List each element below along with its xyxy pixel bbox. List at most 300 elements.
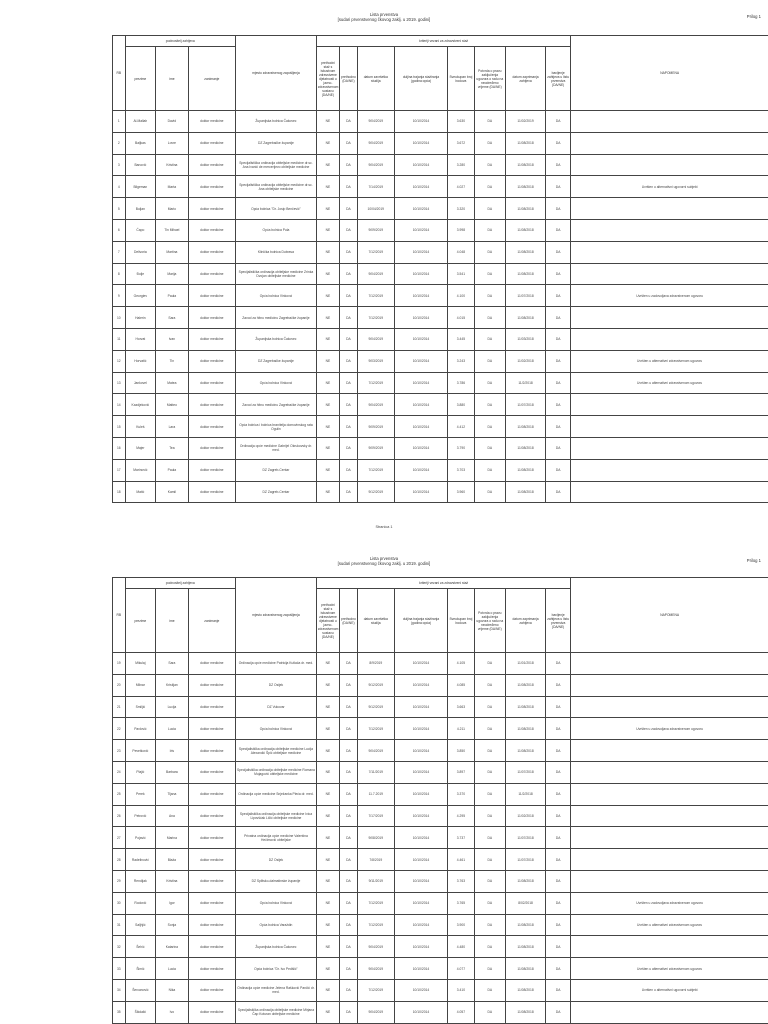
cell-c8: DA: [546, 805, 571, 827]
cell-c2: DA: [340, 394, 358, 416]
page-label: Prilog 1: [746, 14, 761, 19]
cell-zanimanje: doktor medicine: [188, 805, 235, 827]
cell-mjesto: Klinička bolnica Dubrava: [235, 241, 316, 263]
cell-c7: 11/08/2018: [506, 936, 546, 958]
cell-zanimanje: doktor medicine: [188, 958, 235, 980]
cell-c5: 3.765: [448, 892, 474, 914]
cell-zanimanje: doktor medicine: [188, 783, 235, 805]
cell-c6: DA: [474, 437, 506, 459]
cell-rb: 3: [113, 154, 126, 176]
cell-napomena: [571, 936, 768, 958]
cell-c3: 9/09/2019: [357, 416, 394, 438]
cell-c1: NE: [316, 740, 339, 762]
cell-c5: 3.672: [448, 132, 474, 154]
cell-c6: DA: [474, 198, 506, 220]
cell-prezime: Saljhjić: [125, 914, 155, 936]
cell-mjesto: Županijska bolnica Čakovec: [235, 111, 316, 133]
cell-c3: 7/17/2019: [357, 805, 394, 827]
cell-c3: 10/04/2019: [357, 198, 394, 220]
cell-zanimanje: doktor medicine: [188, 437, 235, 459]
header-zanimanje: zanimanje: [188, 47, 235, 111]
cell-zanimanje: doktor medicine: [188, 416, 235, 438]
cell-c7: 11/08/2018: [506, 870, 546, 892]
cell-c5: 4.015: [448, 307, 474, 329]
cell-zanimanje: doktor medicine: [188, 350, 235, 372]
cell-c4: 10/10/2014: [394, 307, 448, 329]
cell-c8: DA: [546, 718, 571, 740]
title-line: Lista prvenstva: [369, 556, 399, 561]
cell-prezime: Šehić: [125, 936, 155, 958]
cell-c4: 10/10/2014: [394, 481, 448, 503]
cell-zanimanje: doktor medicine: [188, 936, 235, 958]
cell-c4: 10/10/2014: [394, 154, 448, 176]
header-zanimanje: zanimanje: [188, 589, 235, 653]
cell-c7: 11/03/2018: [506, 328, 546, 350]
cell-c7: 11/08/2018: [506, 437, 546, 459]
cell-c1: NE: [316, 328, 339, 350]
cell-zanimanje: doktor medicine: [188, 111, 235, 133]
cell-c1: NE: [316, 307, 339, 329]
table-row: [113, 936, 768, 958]
cell-rb: 17: [113, 459, 126, 481]
cell-c3: 9/09/2019: [357, 219, 394, 241]
page-label: Prilog 1: [746, 558, 761, 563]
cell-prezime: Plajić: [125, 761, 155, 783]
cell-c8: DA: [546, 1001, 571, 1023]
table-row: [113, 979, 768, 1001]
cell-zanimanje: doktor medicine: [188, 914, 235, 936]
cell-ime: Lara: [156, 416, 189, 438]
cell-c3: 9/12/2019: [357, 674, 394, 696]
cell-mjesto: Opća bolnica Vinkovci: [235, 372, 316, 394]
cell-c6: DA: [474, 914, 506, 936]
cell-ime: Lucija: [156, 696, 189, 718]
cell-napomena: [571, 674, 768, 696]
cell-c6: DA: [474, 372, 506, 394]
cell-c7: 11/08/2018: [506, 241, 546, 263]
cell-ime: Ana: [156, 805, 189, 827]
cell-c3: 9/04/2019: [357, 936, 394, 958]
cell-c3: 7/11/2019: [357, 761, 394, 783]
cell-c7: 11/07/2018: [506, 761, 546, 783]
cell-c2: DA: [340, 219, 358, 241]
cell-mjesto: Specijalistička ordinacija obiteljske medicine dr.sc. Ana Ivanić de mercerijevo obiteljske medicine: [235, 154, 316, 176]
cell-rb: 13: [113, 372, 126, 394]
cell-c4: 10/10/2014: [394, 350, 448, 372]
cell-c3: 7/12/2019: [357, 459, 394, 481]
cell-c1: NE: [316, 285, 339, 307]
cell-c1: NE: [316, 761, 339, 783]
cell-c3: 9/04/2019: [357, 154, 394, 176]
cell-mjesto: Zavod za hitnu medicinu Zagrebačke županije: [235, 307, 316, 329]
cell-c7: 8/02/2018: [506, 892, 546, 914]
cell-c3: 9/04/2019: [357, 1001, 394, 1023]
cell-c8: DA: [546, 761, 571, 783]
cell-prezime: Delivoria: [125, 241, 155, 263]
header-mjesto: mjesto zdravstvenog zapošljenja: [235, 578, 316, 653]
cell-c4: 10/10/2014: [394, 328, 448, 350]
cell-c4: 10/10/2014: [394, 914, 448, 936]
cell-c8: DA: [546, 653, 571, 675]
cell-c3: 9/04/2019: [357, 263, 394, 285]
cell-c2: DA: [340, 783, 358, 805]
table-row: [113, 481, 768, 503]
cell-zanimanje: doktor medicine: [188, 219, 235, 241]
cell-rb: 30: [113, 892, 126, 914]
header-c1: prethodni staž s iskustvom zdravstvene djelatnosti u javno-zdravstvenom sustavu (DA/NE): [316, 589, 339, 653]
table-row: [113, 459, 768, 481]
cell-rb: 7: [113, 241, 126, 263]
cell-c4: 10/10/2014: [394, 111, 448, 133]
cell-c1: NE: [316, 892, 339, 914]
header-napomena: NAPOMENA: [571, 578, 768, 653]
cell-napomena: [571, 132, 768, 154]
cell-rb: 32: [113, 936, 126, 958]
cell-c2: DA: [340, 892, 358, 914]
cell-c8: DA: [546, 783, 571, 805]
table-row: [113, 154, 768, 176]
table-row: [113, 870, 768, 892]
cell-c8: DA: [546, 263, 571, 285]
cell-c1: NE: [316, 241, 339, 263]
cell-mjesto: Opća bolnica Varaždin: [235, 914, 316, 936]
cell-c2: DA: [340, 307, 358, 329]
cell-zanimanje: doktor medicine: [188, 459, 235, 481]
cell-c7: 11/2/2018: [506, 783, 546, 805]
cell-napomena: Uvršten u zadovoljava zdravstvenom ugovoru: [571, 718, 768, 740]
cell-c8: DA: [546, 958, 571, 980]
cell-c2: DA: [340, 459, 358, 481]
cell-napomena: [571, 849, 768, 871]
cell-c5: 4.077: [448, 958, 474, 980]
cell-c6: DA: [474, 307, 506, 329]
cell-c5: 4.100: [448, 285, 474, 307]
cell-napomena: [571, 481, 768, 503]
cell-ime: Tin Mihael: [156, 219, 189, 241]
header-group-person: podnositelj zahtjeva: [125, 578, 235, 589]
cell-c8: DA: [546, 459, 571, 481]
cell-c6: DA: [474, 805, 506, 827]
cell-c6: DA: [474, 285, 506, 307]
cell-zanimanje: doktor medicine: [188, 870, 235, 892]
cell-c1: NE: [316, 372, 339, 394]
cell-napomena: Uvršten u alternativni zdravstvenom ugovoru: [571, 350, 768, 372]
cell-c3: 9/09/2019: [357, 437, 394, 459]
cell-c5: 3.541: [448, 263, 474, 285]
cell-c5: 4.027: [448, 176, 474, 198]
cell-c1: NE: [316, 459, 339, 481]
cell-c8: DA: [546, 285, 571, 307]
cell-zanimanje: doktor medicine: [188, 481, 235, 503]
cell-zanimanje: doktor medicine: [188, 827, 235, 849]
cell-c6: DA: [474, 849, 506, 871]
cell-c7: 11/07/2018: [506, 394, 546, 416]
cell-ime: Kristina: [156, 154, 189, 176]
header-c3: datum završetka studija: [357, 589, 394, 653]
cell-prezime: Šercanović: [125, 979, 155, 1001]
cell-c5: 3.790: [448, 437, 474, 459]
cell-ime: Mario: [156, 198, 189, 220]
header-c2: prethodno (DA/NE): [340, 47, 358, 111]
cell-c4: 10/10/2014: [394, 718, 448, 740]
cell-c3: 7/12/2019: [357, 307, 394, 329]
cell-mjesto: Specijalistička ordinacija obiteljske medicine Lucija Alexandić Špić obiteljske medicine: [235, 740, 316, 762]
cell-ime: Sara: [156, 653, 189, 675]
cell-c8: DA: [546, 827, 571, 849]
cell-mjesto: Specijalistička ordinacija obiteljske medicine Romana Mujagović obiteljske medicine: [235, 761, 316, 783]
cell-c6: DA: [474, 1001, 506, 1023]
cell-c1: NE: [316, 437, 339, 459]
cell-napomena: [571, 805, 768, 827]
header-ime: ime: [156, 589, 189, 653]
cell-c7: 11/08/2018: [506, 718, 546, 740]
cell-c7: 11/01/2018: [506, 653, 546, 675]
cell-prezime: Al-Mallah: [125, 111, 155, 133]
cell-c6: DA: [474, 481, 506, 503]
cell-c2: DA: [340, 263, 358, 285]
cell-c5: 4.085: [448, 674, 474, 696]
table-row: [113, 416, 768, 438]
cell-napomena: Uvršten u alternativni zdravstvenom ugovoru: [571, 372, 768, 394]
table-row: [113, 761, 768, 783]
cell-napomena: [571, 263, 768, 285]
cell-c4: 10/10/2014: [394, 805, 448, 827]
cell-prezime: Mikulaj: [125, 653, 155, 675]
cell-c2: DA: [340, 198, 358, 220]
cell-c2: DA: [340, 827, 358, 849]
header-ime: ime: [156, 47, 189, 111]
cell-ime: Sonja: [156, 914, 189, 936]
cell-c6: DA: [474, 827, 506, 849]
cell-napomena: [571, 783, 768, 805]
cell-c4: 10/10/2014: [394, 696, 448, 718]
cell-c8: DA: [546, 416, 571, 438]
cell-c4: 10/10/2014: [394, 849, 448, 871]
table-row: [113, 914, 768, 936]
cell-c5: 3.243: [448, 350, 474, 372]
cell-c2: DA: [340, 416, 358, 438]
cell-prezime: Mlinar: [125, 674, 155, 696]
cell-ime: Matea: [156, 372, 189, 394]
cell-c1: NE: [316, 653, 339, 675]
cell-c6: DA: [474, 696, 506, 718]
cell-napomena: [571, 740, 768, 762]
cell-c5: 3.370: [448, 783, 474, 805]
cell-c4: 10/10/2014: [394, 783, 448, 805]
cell-c1: NE: [316, 1001, 339, 1023]
cell-c3: 8/9/2019: [357, 653, 394, 675]
cell-mjesto: Zavod za hitnu medicinu Zagrebačke županije: [235, 394, 316, 416]
cell-prezime: Marinović: [125, 459, 155, 481]
cell-c5: 3.630: [448, 111, 474, 133]
cell-c4: 10/10/2014: [394, 827, 448, 849]
cell-rb: 31: [113, 914, 126, 936]
cell-mjesto: Ordinacija opće medicine Gabrijel Okrukovsky dr. med.: [235, 437, 316, 459]
cell-c4: 10/10/2014: [394, 979, 448, 1001]
header-mjesto: mjesto zdravstvenog zapošljenja: [235, 36, 316, 111]
cell-rb: 12: [113, 350, 126, 372]
cell-c1: NE: [316, 481, 339, 503]
cell-prezime: Rendijak: [125, 870, 155, 892]
cell-c5: 3.850: [448, 740, 474, 762]
cell-prezime: Buljan: [125, 198, 155, 220]
cell-c7: 11/08/2018: [506, 1001, 546, 1023]
cell-c7: 11/08/2018: [506, 176, 546, 198]
cell-napomena: [571, 761, 768, 783]
cell-c1: NE: [316, 914, 339, 936]
cell-c8: DA: [546, 936, 571, 958]
cell-c1: NE: [316, 132, 339, 154]
header-napomena: NAPOMENA: [571, 36, 768, 111]
cell-prezime: Banović: [125, 154, 155, 176]
cell-c3: 7/14/2019: [357, 176, 394, 198]
cell-mjesto: Županijska bolnica Čakovec: [235, 936, 316, 958]
cell-c7: 11/08/2018: [506, 958, 546, 980]
cell-rb: 2: [113, 132, 126, 154]
cell-c7: 11/08/2018: [506, 416, 546, 438]
cell-prezime: Georgiev: [125, 285, 155, 307]
cell-c8: DA: [546, 870, 571, 892]
cell-prezime: Perek: [125, 783, 155, 805]
cell-c1: NE: [316, 198, 339, 220]
header-c7: datum zaprimanja zahtjeva: [506, 589, 546, 653]
cell-mjesto: DZ Zagreb-Centar: [235, 481, 316, 503]
cell-c5: 3.897: [448, 761, 474, 783]
cell-prezime: Matić: [125, 481, 155, 503]
header-c8: bavljenje zahtjeva u listu prvenstva (DA/NE): [546, 589, 571, 653]
cell-c4: 10/10/2014: [394, 674, 448, 696]
cell-c3: 9/04/2019: [357, 328, 394, 350]
cell-zanimanje: doktor medicine: [188, 154, 235, 176]
cell-c8: DA: [546, 892, 571, 914]
cell-c3: 7/12/2019: [357, 241, 394, 263]
cell-ime: Barbara: [156, 761, 189, 783]
cell-rb: 9: [113, 285, 126, 307]
cell-rb: 28: [113, 849, 126, 871]
cell-mjesto: DZ Osijek: [235, 849, 316, 871]
header-rb: RB: [113, 36, 126, 111]
cell-napomena: [571, 111, 768, 133]
cell-c1: NE: [316, 958, 339, 980]
table-row: [113, 740, 768, 762]
cell-rb: 34: [113, 979, 126, 1001]
cell-c3: 9/04/2019: [357, 132, 394, 154]
header-c4: duljina trajanja stažiranja (godina:opća): [394, 589, 448, 653]
cell-c6: DA: [474, 459, 506, 481]
cell-c2: DA: [340, 653, 358, 675]
table-row: [113, 827, 768, 849]
cell-ime: Blaža: [156, 849, 189, 871]
cell-zanimanje: doktor medicine: [188, 372, 235, 394]
cell-zanimanje: doktor medicine: [188, 198, 235, 220]
cell-c1: NE: [316, 416, 339, 438]
cell-ime: Ivo: [156, 1001, 189, 1023]
cell-zanimanje: doktor medicine: [188, 892, 235, 914]
cell-c4: 10/10/2014: [394, 285, 448, 307]
cell-prezime: Baljkas: [125, 132, 155, 154]
cell-ime: David: [156, 111, 189, 133]
header-prezime: prezime: [125, 589, 155, 653]
header-group-criteria: kriteriji vezani za zdravstveni staž: [316, 36, 570, 47]
cell-c4: 10/10/2014: [394, 416, 448, 438]
cell-zanimanje: doktor medicine: [188, 1001, 235, 1023]
cell-c3: 9/12/2019: [357, 481, 394, 503]
cell-c8: DA: [546, 437, 571, 459]
cell-napomena: [571, 241, 768, 263]
cell-prezime: Petrović: [125, 805, 155, 827]
cell-c8: DA: [546, 328, 571, 350]
table-row: [113, 783, 768, 805]
cell-mjesto: Specijalistička ordinacija obiteljske medicine Zrinka Dvojan obiteljske medicine: [235, 263, 316, 285]
table-row: [113, 849, 768, 871]
cell-ime: Marija: [156, 263, 189, 285]
cell-c3: 9/12/2019: [357, 696, 394, 718]
table-row: [113, 263, 768, 285]
cell-rb: 22: [113, 718, 126, 740]
cell-c4: 10/10/2014: [394, 892, 448, 914]
cell-ime: Tea: [156, 437, 189, 459]
cell-napomena: [571, 870, 768, 892]
cell-c2: DA: [340, 481, 358, 503]
cell-mjesto: Županijska bolnica Čakovec: [235, 328, 316, 350]
header-c2: prethodno (DA/NE): [340, 589, 358, 653]
cell-c6: DA: [474, 111, 506, 133]
cell-c6: DA: [474, 761, 506, 783]
cell-c4: 10/10/2014: [394, 653, 448, 675]
cell-c2: DA: [340, 372, 358, 394]
table-row: [113, 132, 768, 154]
cell-c6: DA: [474, 783, 506, 805]
cell-c7: 11/08/2018: [506, 198, 546, 220]
cell-c5: 4.295: [448, 805, 474, 827]
cell-c1: NE: [316, 718, 339, 740]
cell-c8: DA: [546, 198, 571, 220]
cell-c3: 9/04/2019: [357, 958, 394, 980]
cell-c6: DA: [474, 870, 506, 892]
cell-c8: DA: [546, 394, 571, 416]
cell-c8: DA: [546, 979, 571, 1001]
cell-ime: Matteo: [156, 394, 189, 416]
cell-c3: 7/12/2019: [357, 285, 394, 307]
cell-c2: DA: [340, 696, 358, 718]
cell-napomena: Uvršten u zadovoljava zdravstvenom ugovoru: [571, 892, 768, 914]
cell-c2: DA: [340, 132, 358, 154]
cell-rb: 29: [113, 870, 126, 892]
cell-c6: DA: [474, 936, 506, 958]
cell-zanimanje: doktor medicine: [188, 176, 235, 198]
subtitle-line: [sudari prvenstvenog čkovog zaklj. u 2019. godini]: [337, 17, 431, 23]
cell-zanimanje: doktor medicine: [188, 328, 235, 350]
cell-rb: 20: [113, 674, 126, 696]
cell-napomena: [571, 198, 768, 220]
cell-rb: 35: [113, 1001, 126, 1023]
table-row: [113, 892, 768, 914]
cell-c7: 11/08/2018: [506, 459, 546, 481]
cell-c3: 9/03/2019: [357, 350, 394, 372]
header-c5: Sveukupan broj bodova: [448, 47, 474, 111]
cell-c6: DA: [474, 416, 506, 438]
cell-prezime: Kuleš: [125, 416, 155, 438]
cell-zanimanje: doktor medicine: [188, 307, 235, 329]
cell-mjesto: DZ Zagreb-Centar: [235, 459, 316, 481]
cell-c1: NE: [316, 674, 339, 696]
cell-c5: 3.960: [448, 481, 474, 503]
cell-napomena: [571, 307, 768, 329]
cell-c5: 3.763: [448, 870, 474, 892]
cell-c5: 3.900: [448, 914, 474, 936]
cell-c3: 9/04/2019: [357, 394, 394, 416]
cell-ime: Tijana: [156, 783, 189, 805]
